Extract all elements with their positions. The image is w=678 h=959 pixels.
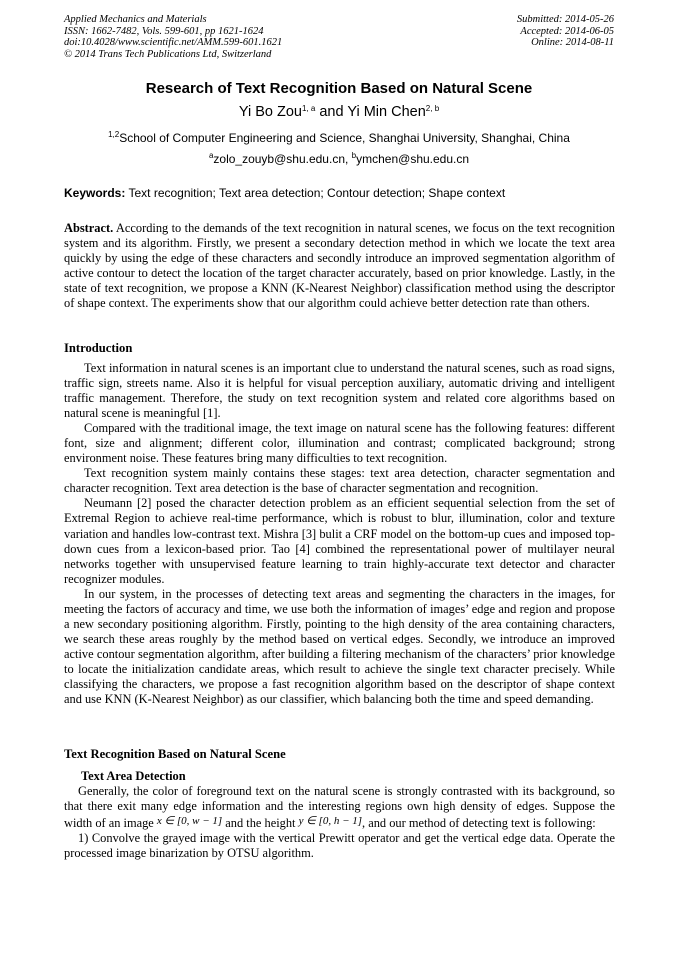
- doi-line: doi:10.4028/www.scientific.net/AMM.599-601.1621: [64, 37, 283, 49]
- keywords-label: Keywords:: [64, 186, 126, 200]
- email-a-sup: a: [208, 151, 214, 160]
- accepted-date: Accepted: 2014-06-05: [520, 25, 614, 37]
- abstract-label: Abstract.: [64, 221, 114, 235]
- author-1-sup: 1, a: [302, 104, 316, 113]
- author-2-sup: 2, b: [425, 104, 440, 113]
- email-line: [0, 152, 678, 166]
- email-b-sup: b: [351, 151, 357, 160]
- abstract-text: According to the demands of the text recognition in natural scenes, we focus on the text recognition system and its algorithm. Firstly, we present a secondary detection method in which we locate the text area quickly by using the edge of these characters and secondly introduce an improved segmentation algorithm of active contour to detect the location of the target character accurately, based on prior knowledge. Lastly, in the state of text recognition, we propose a KNN (K-Nearest Neighbor) classification method using the descriptor of shape context. The experiments show that our algorithm could achieve better detection rate than others.: [64, 221, 615, 311]
- intro-paragraph: Neumann [2] posed the character detection problem as an efficient sequential selection from the set of Extremal Region to achieve real-time performance, which is robust to blur, illumination, color and texture variation and handles low-contrast text. Mishra [3] bulit a CRF model on the bottom-up cues and imposed top-down cues from a lexicon-based prior. Tao [4] combined the representational power of multilayer neural networks together with unsupervised feature learning to train highly-accurate text detector and character recognizer modules.: [64, 496, 615, 586]
- issn-line: ISSN: 1662-7482, Vols. 599-601, pp 1621-1624: [64, 25, 264, 37]
- detection-paragraph: [64, 784, 615, 831]
- intro-paragraph: Compared with the traditional image, the text image on natural scene has the following features: different font, size and alignment; different color, illumination and contrast; complicated background; strong environment noise. These features bring many difficulties to text recognition.: [64, 421, 615, 466]
- journal-header-left: [64, 14, 282, 60]
- intro-paragraph: In our system, in the processes of detecting text areas and segmenting the characters in the images, for meeting the factors of accuracy and time, we use both the information of images’ edge and region and propose a new secondary positioning algorithm. Firstly, pointing to the high density of the area containing characters, we search these areas roughly by the method based on vertical edges. Secondly, we introduce an improved active contour segmentation algorithm, after building a filtering mechanism of the characters’ prior knowledge to locate the initialization candidate areas, which result to achieve the single text character precisely. While classifying the characters, we propose a fast recognition algorithm based on the descriptor of shape context and use KNN (K-Nearest Neighbor) as our classifier, which balancing both the time and speed demanding.: [64, 586, 615, 707]
- subsection-heading: Text Area Detection: [81, 769, 186, 783]
- width-range-formula: x ∈ [0, w − 1]: [156, 815, 223, 828]
- journal-name: Applied Mechanics and Materials: [64, 14, 207, 25]
- affiliation: [0, 131, 678, 145]
- email-a: zolo_zouyb@shu.edu.cn,: [213, 152, 352, 166]
- introduction-body: [64, 361, 615, 707]
- author-and: and: [315, 104, 348, 120]
- email-b: ymchen@shu.edu.cn: [356, 152, 470, 166]
- affiliation-text: School of Computer Engineering and Science, Shanghai University, Shanghai, China: [119, 131, 570, 145]
- author-1: Yi Bo Zou: [238, 104, 302, 120]
- affiliation-sup: 1,2: [108, 130, 120, 139]
- intro-paragraph: Text information in natural scenes is an important clue to understand the natural scenes, such as road signs, traffic sign, streets name. Also it is helpful for visual perception auxiliary, automatic driving and intelligent traffic management. Therefore, the study on text recognition system and related core algorithms based on natural scene is meaningful [1].: [64, 361, 615, 421]
- detection-text-b: and the height: [222, 816, 299, 831]
- paper-title: Research of Text Recognition Based on Natural Scene: [145, 80, 533, 97]
- author-2: Yi Min Chen: [347, 104, 426, 120]
- keywords-text: Text recognition; Text area detection; Contour detection; Shape context: [125, 186, 506, 200]
- keywords: [64, 186, 616, 200]
- text-area-detection-body: [64, 784, 615, 861]
- intro-paragraph: Text recognition system mainly contains these stages: text area detection, character segmentation and character recognition. Text area detection is the base of character segmentation and recognition.: [64, 466, 615, 496]
- submitted-date: Submitted: 2014-05-26: [516, 14, 614, 25]
- online-date: Online: 2014-08-11: [531, 37, 614, 49]
- detection-text-c: , and our method of detecting text is following:: [362, 816, 596, 831]
- section-heading: Text Recognition Based on Natural Scene: [64, 747, 286, 761]
- copyright-line: © 2014 Trans Tech Publications Ltd, Switzerland: [64, 48, 272, 60]
- detection-text-a: Generally, the color of foreground text on the natural scene is strongly contrasted with its background, so that there exit many edge information and the interesting regions own high density of edges. Suppose the width of an image: [64, 784, 615, 831]
- height-range-formula: y ∈ [0, h − 1]: [298, 815, 363, 828]
- abstract: [64, 221, 615, 311]
- step-1-paragraph: 1) Convolve the grayed image with the vertical Prewitt operator and get the vertical edge data. Operate the processed image binarization by OTSU algorithm.: [64, 831, 615, 861]
- author-line: [0, 104, 678, 120]
- journal-header-right: [517, 14, 614, 49]
- introduction-heading: Introduction: [64, 341, 133, 355]
